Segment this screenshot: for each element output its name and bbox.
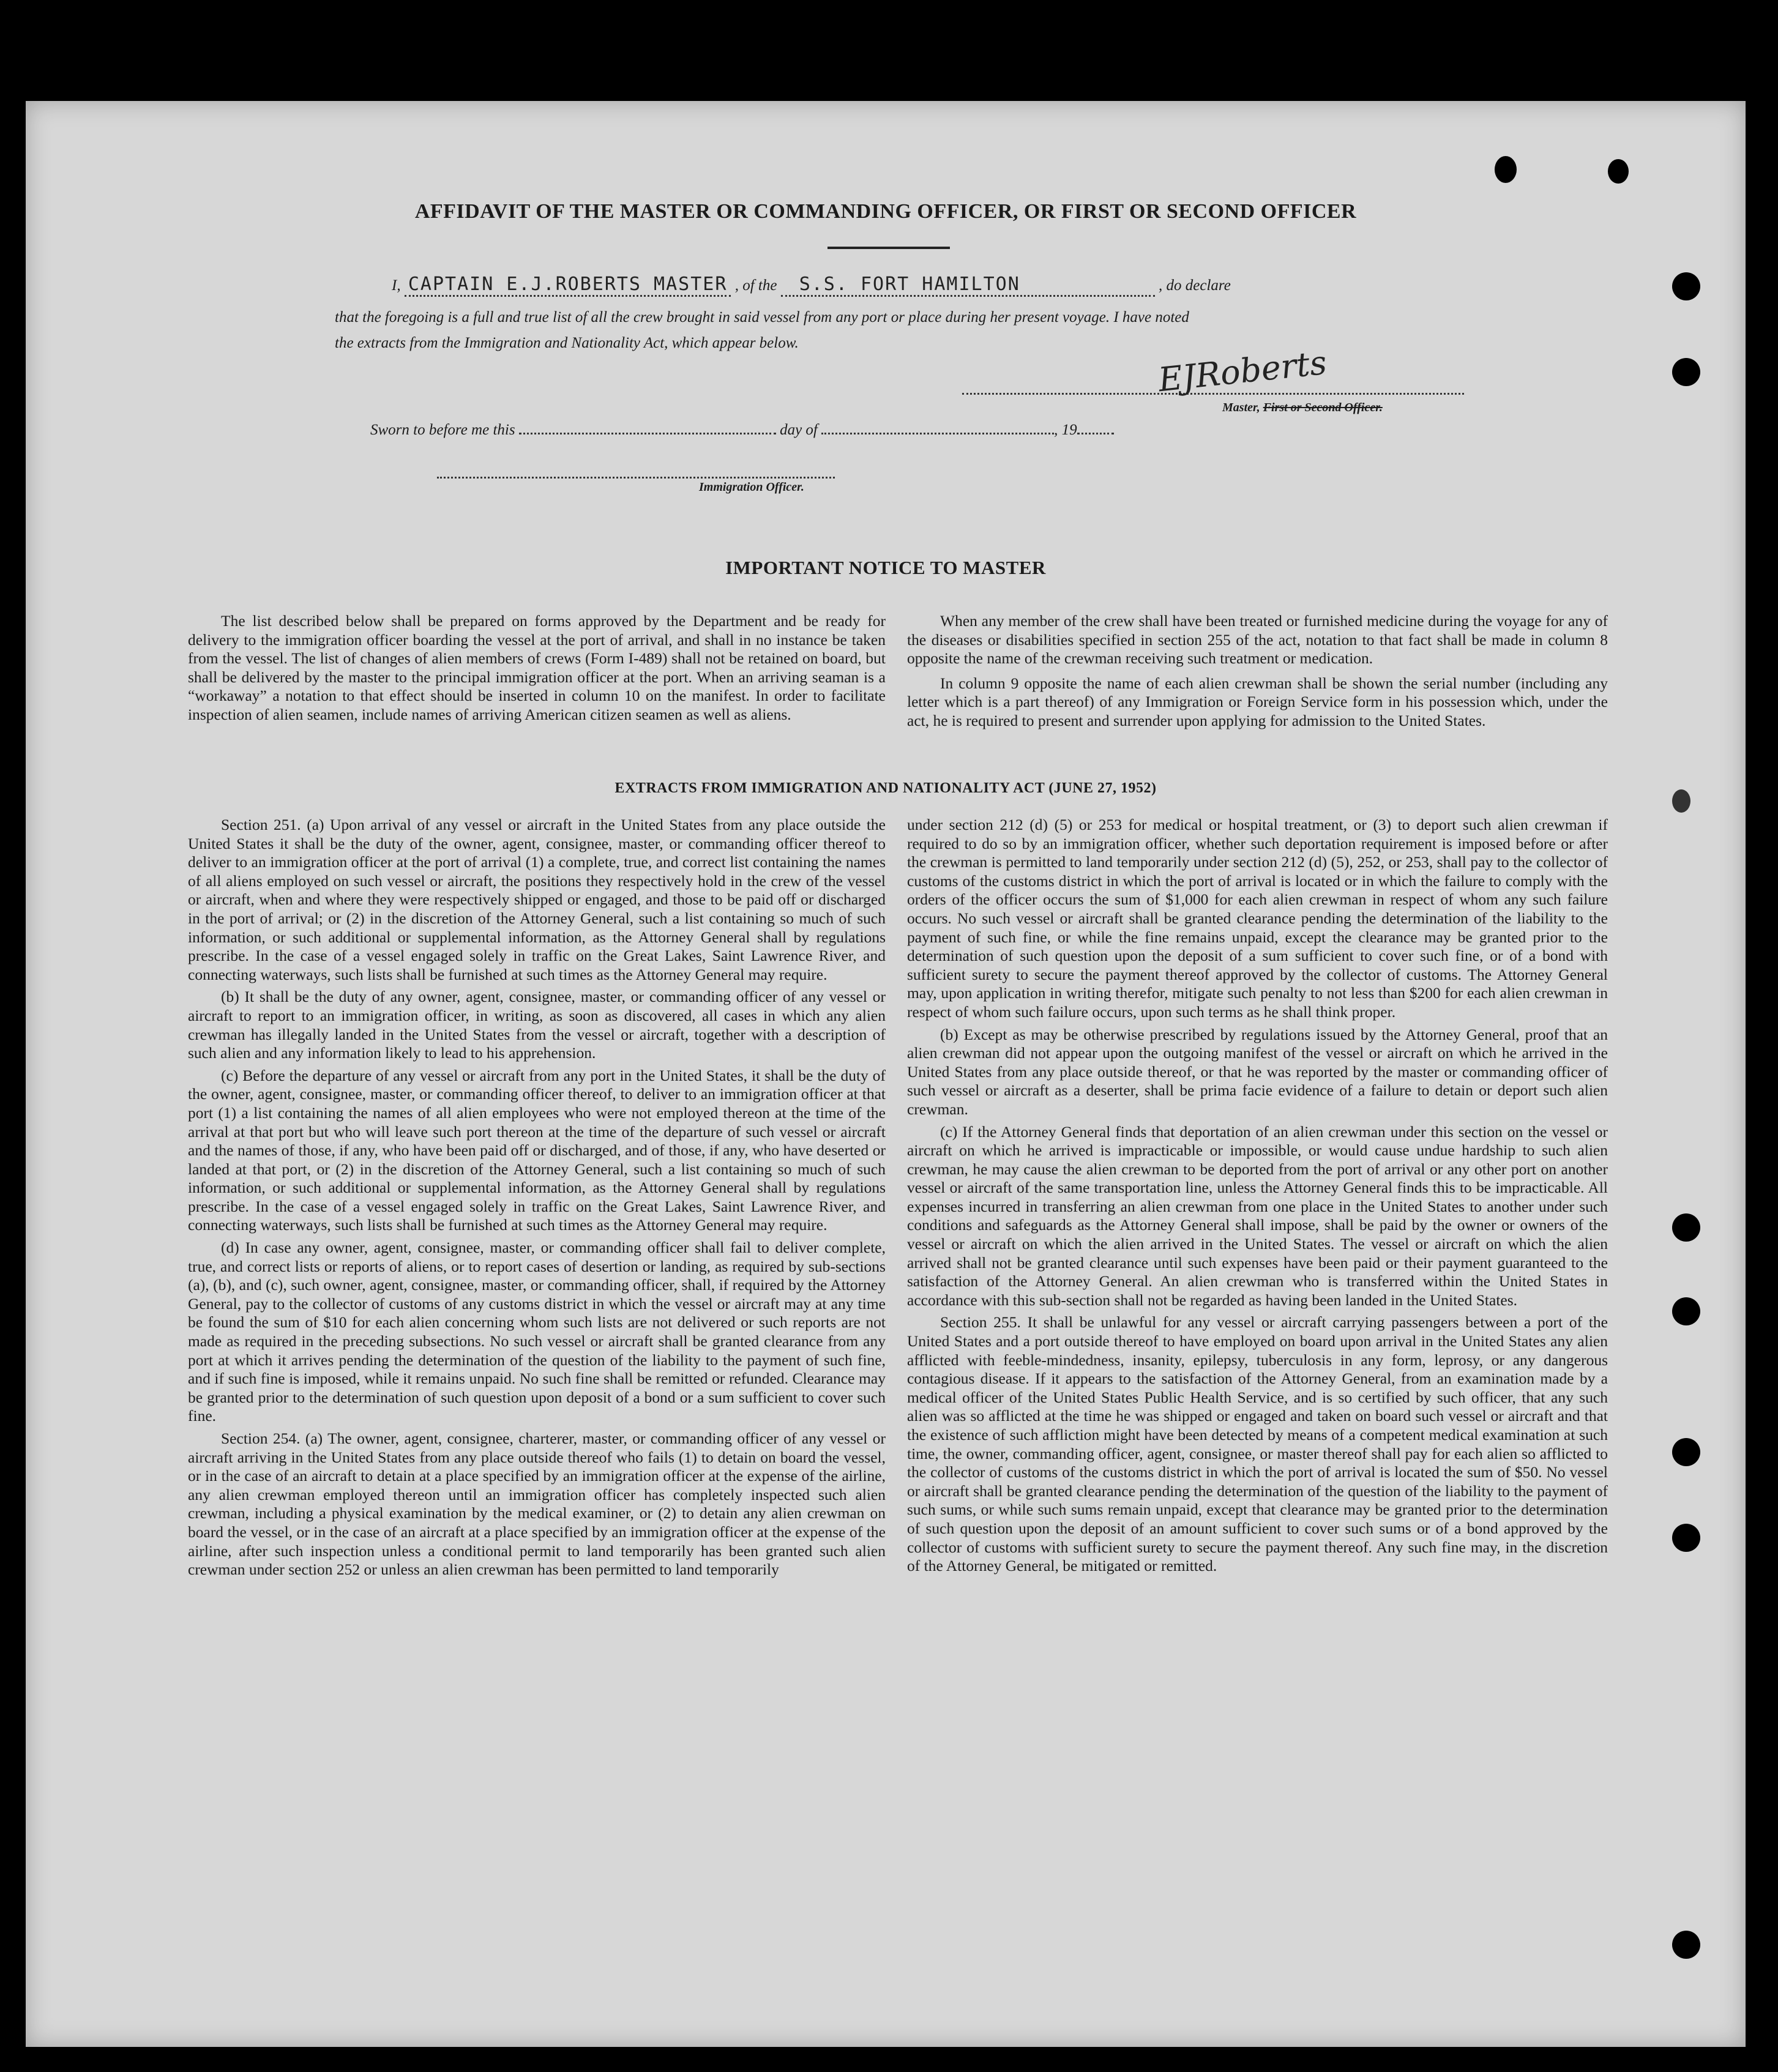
punch-hole xyxy=(1672,1931,1700,1959)
of-the-label: , of the xyxy=(734,277,777,294)
do-declare-label: , do declare xyxy=(1159,277,1231,294)
signature-caption xyxy=(1222,401,1383,415)
statement-line-2: the extracts from the Immigration and Nationality Act, which appear below. xyxy=(335,335,799,351)
notice-right-column xyxy=(907,612,1608,734)
punch-hole xyxy=(1672,272,1700,300)
punch-hole xyxy=(1608,159,1629,184)
extract-right-paragraph: under section 212 (d) (5) or 253 for medical or hospital treatment, or (3) to deport such alien crewman if required to do so by an immigration officer, whether such deportation requirement is imposed before or after the crewman is permitted to land temporarily under section 212 (d) (5), 252, or 253, shall pay to the collector of customs of the customs district in which the port of arrival is located or in which the failure to comply with the orders of the officer occurs the sum of $1,000 for each alien crewman in respect of whom any such failure occurs. No such vessel or aircraft shall be granted clearance pending the determination of the liability to the payment of such fine, or while the fine remains unpaid, except the clearance may be granted prior to the determination of such question upon the deposit of a sum sufficient to cover such fine, or of a bond with sufficient surety to secure the payment thereof approved by the collector of customs. The Attorney General may, upon application in writing therefor, mitigate such penalty to not less than $200 for each alien crewman in respect of whom such failure occurs, upon such terms as he shall think proper. xyxy=(907,816,1608,1021)
sworn-label: Sworn to before me this xyxy=(370,422,515,438)
day-of-label: day of xyxy=(780,422,818,438)
title-rule xyxy=(827,247,950,249)
punch-hole xyxy=(1672,1297,1700,1325)
punch-hole xyxy=(1672,358,1700,386)
extract-left-paragraph: Section 251. (a) Upon arrival of any vessel or aircraft in the United States from any place outside the United States it shall be the duty of the owner, agent, consignee, master, or commanding officer thereof to deliver to an immigration officer at the port of arrival (1) a complete, true, and correct list containing the names of all aliens employed on such vessel or aircraft, the positions they respectively hold in the crew of the vessel or aircraft, when and where they were respectively shipped or engaged, and those to be paid off or discharged in the port of arrival; or (2) in the discretion of the Attorney General, such a list containing so much of such information, or such additional or supplemental information, as the Attorney General shall by regulations prescribe. In the case of a vessel engaged solely in traffic on the Great Lakes, Saint Lawrence River, and connecting waterways, such lists shall be furnished at such times as the Attorney General may require. xyxy=(188,816,886,983)
extract-left-paragraph: (d) In case any owner, agent, consignee, master, or commanding officer shall fail to deliver complete, true, and correct lists or reports of aliens, or to report cases of desertion or landing, as required by sub-sections (a), (b), and (c), such owner, agent, consignee, master, or commanding officer, shall, if required by the Attorney General, pay to the collector of customs of any customs district in which the vessel or aircraft may at any time be found the sum of $10 for each alien concerning whom such lists are not delivered or such reports are not made as required in the preceding subsections. No such vessel or aircraft shall be granted clearance from any port at which it arrives pending the determination of the question of the liability to the payment of such fine, and if such fine is imposed, while it remains unpaid. No such fine shall be remitted or refunded. Clearance may be granted prior to the determination of such question upon deposit of a bond or a sum sufficient to cover such fine. xyxy=(188,1239,886,1425)
immigration-officer-caption: Immigration Officer. xyxy=(699,480,804,494)
notice-left-paragraph: The list described below shall be prepared on forms approved by the Department and be ready for delivery to the immigration officer boarding the vessel at the port of arrival, and shall in no instance be taken from the vessel. The list of changes of alien members of crews (Form I-489) shall not be retained on board, but shall be delivered by the master to the principal immigration officer at the port. When an arriving seaman is a “workaway” a notation to that effect should be inserted in column 10 on the manifest. In order to facilitate inspection of alien seamen, include names of arriving American citizen seamen as well as aliens. xyxy=(188,612,886,723)
notice-right-paragraph-2: In column 9 opposite the name of each alien crewman shall be shown the serial number (including any letter which is a part thereof) of any Immigration or Foreign Service form in his possession which, under the act, he is required to present and surrender upon applying for admission to the United States. xyxy=(907,674,1608,729)
officer-signature-line xyxy=(437,463,835,479)
notice-left-column xyxy=(188,612,886,728)
extract-right-paragraph: Section 255. It shall be unlawful for any vessel or aircraft carrying passengers between a port of the United States and a port outside thereof to have employed on board upon arrival in the United States any alien afflicted with feeble-mindedness, insanity, epilepsy, tuberculosis in any form, leprosy, or any dangerous contagious disease. If it appears to the satisfaction of the Attorney General, from an examination made by a medical officer of the United States Public Health Service, and is so certified by such officer, that any such alien was so afflicted at the time he was shipped or engaged and taken on board such vessel or aircraft and that the existence of such affliction might have been detected by means of a competent medical examination at such time, the owner, commanding officer, agent, consignee, or master thereof shall pay for each alien so afflicted to the collector of customs of the customs district in which the port of arrival is located the sum of $50. No vessel or aircraft shall be granted clearance pending the determination of the question of the liability to the payment of such sums, or while such sums remain unpaid, except that clearance may be granted prior to the determination of such question upon the deposit of an amount sufficient to cover such sums or of a bond approved by the collector of customs with sufficient surety to secure the payment thereof. Any such fine may, in the discretion of the Attorney General, be mitigated or remitted. xyxy=(907,1313,1608,1575)
vessel-name: S.S. FORT HAMILTON xyxy=(781,274,1155,297)
extract-left-paragraph: (b) It shall be the duty of any owner, agent, consignee, master, or commanding officer of any vessel or aircraft to report to an immigration officer, in writing, as soon as discovered, all cases in which any alien crewman has illegally landed in the United States from the vessel or aircraft, together with a description of such alien and any information likely to lead to his apprehension. xyxy=(188,988,886,1062)
punch-hole xyxy=(1495,156,1517,183)
i-prefix: I, xyxy=(392,277,401,294)
notice-right-paragraph-1: When any member of the crew shall have been treated or furnished medicine during the voyage for any of the diseases or disabilities specified in section 255 of the act, notation to that fact shall be made in column 8 opposite the name of the crewman receiving such treatment or medication. xyxy=(907,612,1608,668)
statement-line-1: that the foregoing is a full and true list of all the crew brought in said vessel from any port or place during her present voyage. I have noted xyxy=(335,309,1189,326)
punch-hole xyxy=(1672,1213,1700,1242)
affidavit-title: AFFIDAVIT OF THE MASTER OR COMMANDING OFFICER, OR FIRST OR SECOND OFFICER xyxy=(414,200,1357,223)
extracts-left-column xyxy=(188,816,886,1583)
declaration-line xyxy=(392,274,1231,295)
punch-hole xyxy=(1672,1524,1700,1552)
punch-hole xyxy=(1672,1438,1700,1466)
extracts-right-column xyxy=(907,816,1608,1579)
document-sheet xyxy=(26,101,1746,2047)
notice-title: IMPORTANT NOTICE TO MASTER xyxy=(725,557,1046,578)
extract-right-paragraph: (c) If the Attorney General finds that deportation of an alien crewman under this section on the vessel or aircraft on which he arrived is impracticable or impossible, or would cause undue hardship to such alien crewman, he may cause the alien crewman to be deported from the port of arrival or any other port on another vessel or aircraft of the same transportation line, unless the Attorney General finds this to be impracticable. All expenses incurred in transferring an alien crewman from one place in the United States to another under such conditions and safeguards as the Attorney General shall impose, shall be paid by the owner or owners of the vessel or aircraft on which the alien arrived in the United States. The vessel or aircraft on which the alien arrived shall not be granted clearance until such expenses have been paid or their payment guaranteed to the satisfaction of the Attorney General. An alien crewman who is transferred within the United States in accordance with this sub-section shall not be regarded as having been landed in the United States. xyxy=(907,1122,1608,1309)
extract-right-paragraph: (b) Except as may be otherwise prescribed by regulations issued by the Attorney General, proof that an alien crewman did not appear upon the outgoing manifest of the vessel or aircraft on which he arrived in the United States from any place outside thereof, or that he was reported by the master or commanding officer of such vessel or aircraft as a deserter, shall be prima facie evidence of a failure to detain or deport such alien crewman. xyxy=(907,1025,1608,1118)
extract-left-paragraph: Section 254. (a) The owner, agent, consignee, charterer, master, or commanding officer of any vessel or aircraft arriving in the United States from any place outside thereof who fails (1) to detain on board the vessel, or in the case of an aircraft to detain at a place specified by an immigration officer at the expense of the airline, any alien crewman employed thereon until an immigration officer has completely inspected such alien crewman, including a physical examination by the medical examiner, or (2) to detain any alien crewman on board the vessel, or in the case of an aircraft at a place specified by an immigration officer at the expense of the airline, after such inspection unless a conditional permit to land temporarily has been granted such alien crewman under section 252 or unless an alien crewman has been permitted to land temporarily xyxy=(188,1429,886,1579)
sworn-line xyxy=(370,419,1114,439)
year-prefix: , 19 xyxy=(1054,422,1077,438)
caption-struck: First or Second Officer. xyxy=(1263,401,1383,414)
extracts-title: EXTRACTS FROM IMMIGRATION AND NATIONALITY ACT (JUNE 27, 1952) xyxy=(614,780,1157,796)
extract-left-paragraph: (c) Before the departure of any vessel or aircraft from any port in the United States, it shall be the duty of the owner, agent, consignee, master, or commanding officer thereof, to deliver to an immigration officer at that port (1) a list containing the names of all alien employees who were not employed thereon at the time of the arrival at that port but who will leave such port thereon at the time of the departure of such vessel or aircraft and the names of those, if any, who have been paid off or discharged, and of those, if any, who have deserted or landed at that port, or (2) in the discretion of the Attorney General, such a list containing so much of such information, or such additional or supplemental information, as the Attorney General shall by regulations prescribe. In the case of a vessel engaged solely in traffic on the Great Lakes, Saint Lawrence River, and connecting waterways, such lists shall be furnished at such times as the Attorney General may require. xyxy=(188,1066,886,1234)
caption-master: Master, xyxy=(1222,401,1263,414)
master-signature: EJRoberts xyxy=(1156,343,1329,400)
declarant-name: CAPTAIN E.J.ROBERTS MASTER xyxy=(405,274,731,297)
